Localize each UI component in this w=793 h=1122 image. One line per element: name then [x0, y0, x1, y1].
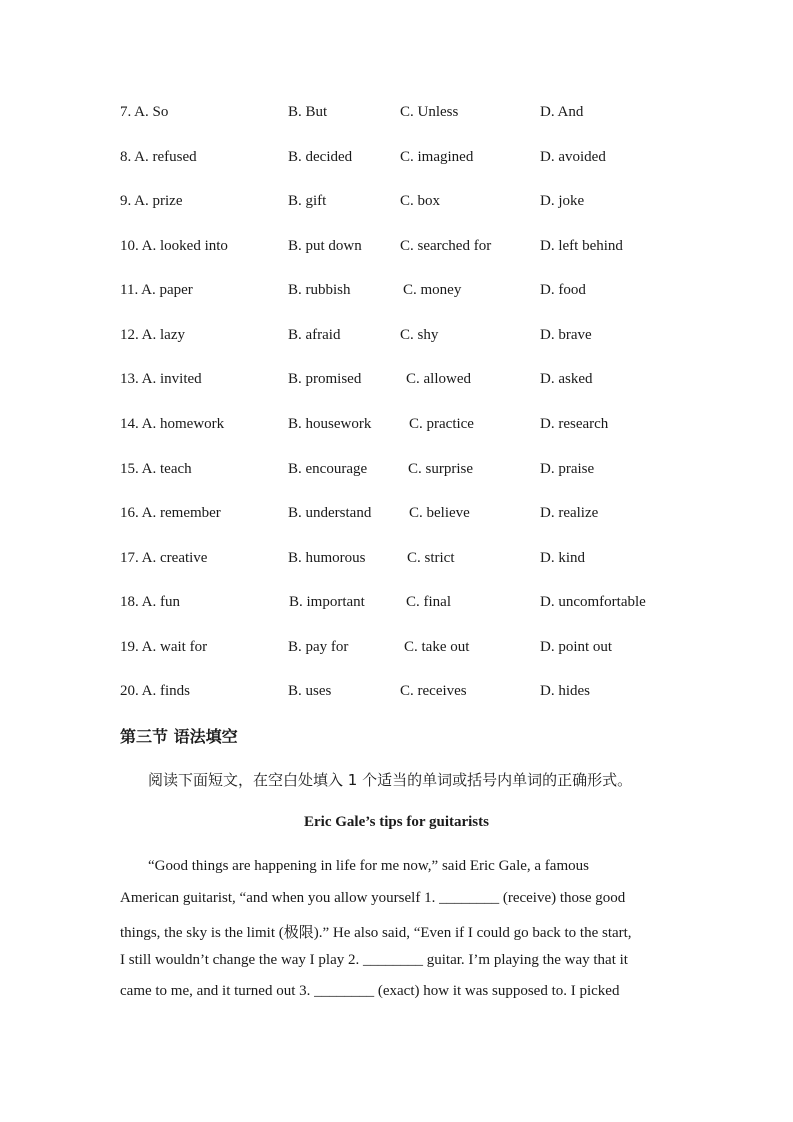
- option-b: B. uses: [288, 683, 332, 699]
- option-a: 20. A. finds: [120, 683, 191, 699]
- option-d: D. kind: [540, 550, 585, 566]
- option-c: C. practice: [409, 416, 474, 432]
- option-d: D. uncomfortable: [540, 594, 646, 610]
- question-row: [0, 458, 793, 480]
- passage-title: Eric Gale’s tips for guitarists: [304, 814, 489, 830]
- option-a: 18. A. fun: [120, 594, 180, 610]
- option-d: D. asked: [540, 371, 593, 387]
- section-instruction: 阅读下面短文，在空白处填入 1 个适当的单词或括号内单词的正确形式。: [148, 771, 633, 789]
- option-b: B. humorous: [288, 550, 366, 566]
- option-c: C. final: [406, 594, 451, 610]
- option-c: C. receives: [400, 683, 467, 699]
- question-row: [0, 324, 793, 346]
- option-a: 7. A. So: [120, 104, 169, 120]
- passage-line: I still wouldn’t change the way I play 2. ________ guitar. I’m playing the way that it: [120, 952, 628, 968]
- option-c: C. surprise: [408, 461, 473, 477]
- question-row: [0, 101, 793, 123]
- option-d: D. And: [540, 104, 584, 120]
- option-b: B. decided: [288, 149, 353, 165]
- question-row: [0, 146, 793, 168]
- option-b: B. gift: [288, 193, 327, 209]
- question-row: [0, 190, 793, 212]
- passage-line: “Good things are happening in life for me now,” said Eric Gale, a famous: [148, 858, 589, 874]
- option-c: C. allowed: [406, 371, 471, 387]
- option-a: 9. A. prize: [120, 193, 183, 209]
- option-a: 12. A. lazy: [120, 327, 185, 343]
- option-b: B. encourage: [288, 461, 368, 477]
- question-row: [0, 279, 793, 301]
- option-d: D. hides: [540, 683, 590, 699]
- option-b: B. promised: [288, 371, 362, 387]
- question-row: [0, 413, 793, 435]
- question-row: [0, 235, 793, 257]
- option-c: C. searched for: [400, 238, 492, 254]
- option-d: D. food: [540, 282, 586, 298]
- option-c: C. believe: [409, 505, 470, 521]
- option-d: D. realize: [540, 505, 599, 521]
- question-row: [0, 368, 793, 390]
- option-c: C. take out: [404, 639, 470, 655]
- option-a: 16. A. remember: [120, 505, 221, 521]
- option-b: B. pay for: [288, 639, 349, 655]
- section-heading: 第三节 语法填空: [120, 727, 238, 746]
- option-b: B. understand: [288, 505, 372, 521]
- passage-line: things, the sky is the limit (极限).” He also said, “Even if I could go back to the start,: [120, 925, 632, 941]
- option-c: C. Unless: [400, 104, 459, 120]
- option-d: D. joke: [540, 193, 585, 209]
- option-b: B. important: [289, 594, 365, 610]
- option-b: B. But: [288, 104, 328, 120]
- option-d: D. left behind: [540, 238, 623, 254]
- option-c: C. box: [400, 193, 441, 209]
- option-a: 10. A. looked into: [120, 238, 228, 254]
- option-d: D. brave: [540, 327, 592, 343]
- question-row: [0, 680, 793, 702]
- question-row: [0, 591, 793, 613]
- option-b: B. rubbish: [288, 282, 351, 298]
- option-b: B. afraid: [288, 327, 341, 343]
- option-c: C. shy: [400, 327, 439, 343]
- option-c: C. strict: [407, 550, 455, 566]
- option-c: C. imagined: [400, 149, 474, 165]
- option-c: C. money: [403, 282, 462, 298]
- option-a: 8. A. refused: [120, 149, 197, 165]
- passage-line: American guitarist, “and when you allow yourself 1. ________ (receive) those good: [120, 890, 626, 906]
- option-d: D. praise: [540, 461, 595, 477]
- question-row: [0, 636, 793, 658]
- option-a: 11. A. paper: [120, 282, 193, 298]
- option-a: 19. A. wait for: [120, 639, 208, 655]
- question-row: [0, 502, 793, 524]
- option-d: D. research: [540, 416, 609, 432]
- question-row: [0, 547, 793, 569]
- option-a: 14. A. homework: [120, 416, 225, 432]
- option-b: B. housework: [288, 416, 372, 432]
- option-a: 15. A. teach: [120, 461, 192, 477]
- option-a: 13. A. invited: [120, 371, 202, 387]
- option-a: 17. A. creative: [120, 550, 208, 566]
- option-b: B. put down: [288, 238, 362, 254]
- passage-line: came to me, and it turned out 3. ________ (exact) how it was supposed to. I picked: [120, 983, 620, 999]
- option-d: D. avoided: [540, 149, 606, 165]
- option-d: D. point out: [540, 639, 613, 655]
